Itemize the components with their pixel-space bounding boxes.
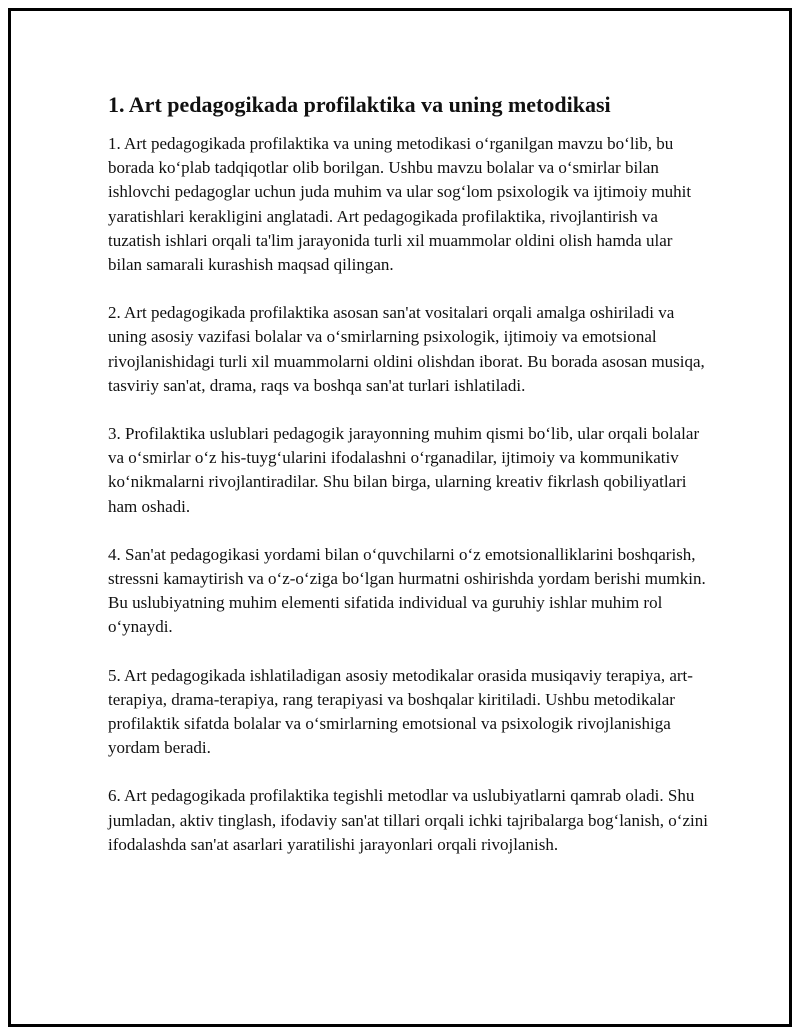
paragraph-3: 3. Profilaktika uslublari pedagogik jarayonning muhim qismi bo‘lib, ular orqali bolalar va o‘smirlar o‘z his-tuyg‘ularini ifodalashni o‘rganadilar, ijtimoiy va kommunikativ ko‘nikmalarni rivojlantiradilar. Shu bilan birga, ularning kreativ fikrlash qobiliyatlari ham oshadi. xyxy=(108,424,700,516)
paragraph-6: 6. Art pedagogikada profilaktika tegishli metodlar va uslubiyatlarni qamrab oladi. Shu jumladan, aktiv tinglash, ifodaviy san'at tillari orqali ichki tajribalarga bog‘lanish, o‘zini ifodalashda san'at asarlari yaratilishi jarayonlari orqali rivojlanish. xyxy=(108,786,708,854)
document-title: 1. Art pedagogikada profilaktika va uning metodikasi xyxy=(108,92,611,117)
document-body xyxy=(108,90,708,881)
paragraph-4: 4. San'at pedagogikasi yordami bilan o‘quvchilarni o‘z emotsionalliklarini boshqarish, stressni kamaytirish va o‘z-o‘ziga bo‘lgan hurmatni oshirishda yordam berishi mumkin. Bu uslubiyatning muhim elementi sifatida individual va guruhiy ishlar muhim rol o‘ynaydi. xyxy=(108,544,706,637)
paragraph-2: 2. Art pedagogikada profilaktika asosan san'at vositalari orqali amalga oshiriladi va uning asosiy vazifasi bolalar va o‘smirlarning psixologik, ijtimoiy va emotsional rivojlanishidagi turli xil muammolarni oldini olishdan iborat. Bu borada asosan musiqa, tasviriy san'at, drama, raqs va boshqa san'at turlari ishlatiladi. xyxy=(108,303,705,395)
paragraph-5: 5. Art pedagogikada ishlatiladigan asosiy metodikalar orasida musiqaviy terapiya, art-terapiya, drama-terapiya, rang terapiyasi va boshqalar kiritiladi. Ushbu metodikalar profilaktik sifatda bolalar va o‘smirlarning emotsional va psixologik rivojlanishiga yordam beradi. xyxy=(108,665,693,758)
paragraph-1: 1. Art pedagogikada profilaktika va uning metodikasi o‘rganilgan mavzu bo‘lib, bu borada ko‘plab tadqiqotlar olib borilgan. Ushbu mavzu bolalar va o‘smirlar bilan ishlovchi pedagoglar uchun juda muhim va ular sog‘lom psixologik va ijtimoiy muhit yaratishlari kerakligini anglatadi. Art pedagogikada profilaktika, rivojlantirish va tuzatish ishlari orqali ta'lim jarayonida turli xil muammolar oldini olish hamda ular bilan samarali kurashish maqsad qilingan. xyxy=(108,134,692,275)
